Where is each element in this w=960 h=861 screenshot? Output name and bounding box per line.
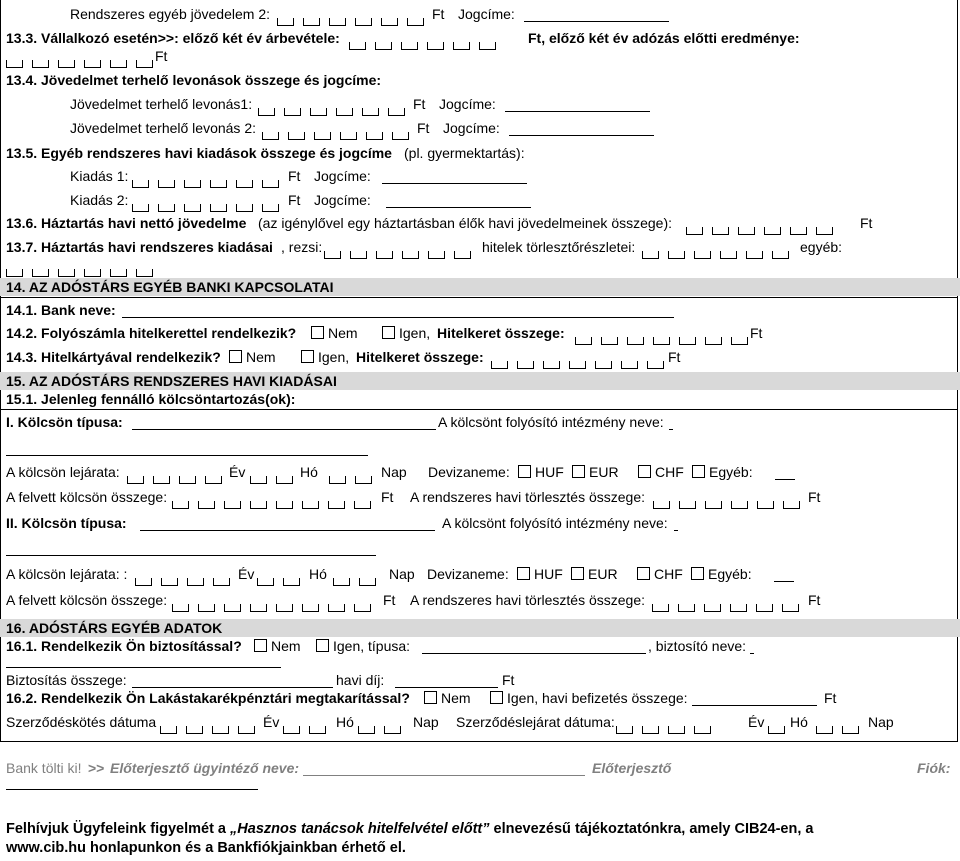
other-expense-boxes[interactable] xyxy=(6,260,162,277)
expiry-day-boxes[interactable] xyxy=(816,717,868,734)
card-limit-boxes[interactable] xyxy=(491,352,673,369)
loan-1-type-field[interactable] xyxy=(132,429,436,430)
loan-2-other-currency-field[interactable] xyxy=(774,581,794,582)
monthly-fee-field[interactable] xyxy=(395,687,498,688)
expense-1-jogcime-field[interactable] xyxy=(382,183,527,184)
day-label: Nap xyxy=(868,714,894,730)
monthly-deposit-field[interactable] xyxy=(692,705,817,706)
jogcime-label: Jogcíme: xyxy=(314,192,371,208)
month-label: Hó xyxy=(309,566,327,582)
ft-label: Ft xyxy=(808,489,821,505)
expense-2-jogcime-field[interactable] xyxy=(386,207,531,208)
credit-limit-label: Hitelkeret összege: xyxy=(356,349,484,365)
insurance-amount-label: Biztosítás összege: xyxy=(6,672,127,688)
insurance-amount-field[interactable] xyxy=(132,687,333,688)
institution-label: A kölcsönt folyósító intézmény neve: xyxy=(442,515,668,531)
month-label: Hó xyxy=(336,714,354,730)
officer-name-field[interactable] xyxy=(303,775,585,776)
overdraft-limit-boxes[interactable] xyxy=(575,328,757,345)
loan-installments-boxes[interactable] xyxy=(642,242,798,259)
expense-1-label: Kiadás 1: xyxy=(70,168,129,184)
loan-2-type-label: II. Kölcsön típusa: xyxy=(6,515,127,531)
arrow-glyph: >> xyxy=(88,760,105,776)
loan-2-institution-line[interactable] xyxy=(6,555,376,556)
loan-1-institution-line[interactable] xyxy=(6,455,368,456)
deduction-2-boxes[interactable] xyxy=(262,123,418,140)
loan-amount-label: A felvett kölcsön összege: xyxy=(6,489,168,505)
section-title: 14. AZ ADÓSTÁRS EGYÉB BANKI KAPCSOLATAI xyxy=(6,279,334,295)
loan-2-month-boxes[interactable] xyxy=(257,569,309,586)
contract-day-boxes[interactable] xyxy=(358,717,410,734)
deduction-1-boxes[interactable] xyxy=(258,99,414,116)
officer-name-label: Előterjesztő ügyintéző neve: xyxy=(110,760,300,776)
no-label: Nem xyxy=(271,638,301,654)
loan-1-eur-checkbox[interactable] xyxy=(572,465,585,478)
day-label: Nap xyxy=(413,714,439,730)
month-label: Hó xyxy=(300,464,318,480)
loan-installments-label: hitelek törlesztőrészletei: xyxy=(482,239,636,255)
institution-label: A kölcsönt folyósító intézmény neve: xyxy=(438,414,664,430)
divider xyxy=(0,297,957,298)
savings-no-checkbox[interactable] xyxy=(424,691,437,704)
expenses-label: Egyéb rendszeres havi kiadások összege és jogcíme xyxy=(41,145,392,161)
other-income-2-amount-boxes[interactable] xyxy=(277,9,433,26)
ft-label: Ft xyxy=(750,325,763,341)
bank-name-field[interactable] xyxy=(122,317,674,318)
expense-1-boxes[interactable] xyxy=(132,171,288,188)
current-loans-label: 15.1. Jelenleg fennálló kölcsöntartozás(ok): xyxy=(6,391,296,407)
loan-amount-label: A felvett kölcsön összege: xyxy=(6,592,168,608)
submitter-line[interactable] xyxy=(6,789,258,790)
day-label: Nap xyxy=(389,566,415,582)
maturity-label: A kölcsön lejárata: xyxy=(6,464,120,480)
ft-label: Ft xyxy=(860,215,873,231)
section-number: 13.4. xyxy=(6,72,38,88)
expense-2-boxes[interactable] xyxy=(132,195,288,212)
other-income-2-jogcime-field[interactable] xyxy=(524,21,669,22)
jogcime-label: Jogcíme: xyxy=(443,120,500,136)
expense-2-label: Kiadás 2: xyxy=(70,192,129,208)
loan-1-day-boxes[interactable] xyxy=(329,467,381,484)
insurance-question: 16.1. Rendelkezik Ön biztosítással? xyxy=(6,638,242,654)
savings-question: 16.2. Rendelkezik Ön Lakástakarékpénztári megtakarítással? xyxy=(6,690,410,706)
yes-label: Igen, xyxy=(399,325,431,341)
profit-boxes[interactable] xyxy=(6,51,162,68)
contract-year-boxes[interactable] xyxy=(160,717,264,734)
deductions-label: Jövedelmet terhelő levonások összege és jogcíme: xyxy=(41,72,382,88)
revenue-boxes[interactable] xyxy=(349,33,505,50)
section-number: 13.5. xyxy=(6,145,38,161)
ft-label: Ft xyxy=(668,349,681,365)
notice-text: elnevezésű tájékoztatónkra, amely CIB24-en, a xyxy=(493,821,814,837)
loan-1-chf-checkbox[interactable] xyxy=(638,465,651,478)
household-income-boxes[interactable] xyxy=(686,218,842,235)
savings-yes-checkbox[interactable] xyxy=(490,691,503,704)
currency-label: Devizaneme: xyxy=(428,464,510,480)
loan-2-chf-checkbox[interactable] xyxy=(637,567,650,580)
credit-limit-label: Hitelkeret összege: xyxy=(437,325,565,341)
ft-label: Ft xyxy=(155,48,168,64)
other-currency-label: Egyéb: xyxy=(708,566,752,582)
jogcime-label: Jogcíme: xyxy=(458,6,515,22)
loan-1-other-currency-field[interactable] xyxy=(775,479,795,480)
ft-label: Ft xyxy=(288,192,301,208)
insurer-name-label: , biztosító neve: xyxy=(648,638,747,654)
loan-2-type-field[interactable] xyxy=(140,530,435,531)
section-title: 15. AZ ADÓSTÁRS RENDSZERES HAVI KIADÁSAI xyxy=(6,373,337,389)
loan-2-institution-field[interactable] xyxy=(674,530,678,531)
credit-card-no-checkbox[interactable] xyxy=(229,350,242,363)
divider xyxy=(0,409,957,410)
deduction-1-label: Jövedelmet terhelő levonás1: xyxy=(70,96,253,112)
ft-label: Ft xyxy=(381,489,394,505)
insurer-name-field[interactable] xyxy=(750,653,754,654)
insurance-type-label: Igen, típusa: xyxy=(333,638,411,654)
contract-expiry-label: Szerződéslejárat dátuma: xyxy=(456,714,615,730)
ft-label: Ft xyxy=(288,168,301,184)
section-number: 13.6. xyxy=(6,215,38,231)
credit-card-question: 14.3. Hitelkártyával rendelkezik? xyxy=(6,349,221,365)
other-currency-label: Egyéb: xyxy=(709,464,753,480)
ft-label: Ft xyxy=(413,96,426,112)
jogcime-label: Jogcíme: xyxy=(439,96,496,112)
notice-text: Felhívjuk Ügyfeleink figyelmét a xyxy=(6,821,226,837)
chf-label: CHF xyxy=(654,566,683,582)
year-label: Év xyxy=(229,464,246,480)
monthly-fee-label: havi díj: xyxy=(336,672,385,688)
loan-2-eur-checkbox[interactable] xyxy=(571,567,584,580)
loan-1-installment-boxes[interactable] xyxy=(653,492,809,509)
loan-1-type-label: I. Kölcsön típusa: xyxy=(6,414,123,430)
credit-card-yes-checkbox[interactable] xyxy=(301,350,314,363)
yes-label: Igen, xyxy=(318,349,350,365)
overdraft-question: 14.2. Folyószámla hitelkerettel rendelkezik? xyxy=(6,325,297,341)
profit-label: Ft, előző két év adózás előtti eredménye: xyxy=(528,30,800,46)
eur-label: EUR xyxy=(589,464,619,480)
loan-2-other-currency-checkbox[interactable] xyxy=(691,567,704,580)
loan-1-year-boxes[interactable] xyxy=(127,467,231,484)
submitter-label: Előterjesztő xyxy=(592,760,672,776)
loan-1-institution-field[interactable] xyxy=(669,429,673,430)
jogcime-label: Jogcíme: xyxy=(314,168,371,184)
installment-label: A rendszeres havi törlesztés összege: xyxy=(410,592,646,608)
deduction-2-label: Jövedelmet terhelő levonás 2: xyxy=(70,120,256,136)
month-label: Hó xyxy=(790,714,808,730)
notice-brochure-title: „Hasznos tanácsok hitelfelvétel előtt” xyxy=(230,821,490,837)
ft-label: Ft xyxy=(808,592,821,608)
ft-label: Ft xyxy=(432,6,445,22)
loan-1-other-currency-checkbox[interactable] xyxy=(692,465,705,478)
loan-1-amount-boxes[interactable] xyxy=(172,492,380,509)
bank-fills-note: Bank tölti ki! xyxy=(6,760,82,776)
ft-label: Ft xyxy=(383,592,396,608)
ft-label: Ft xyxy=(417,120,430,136)
chf-label: CHF xyxy=(655,464,684,480)
day-label: Nap xyxy=(381,464,407,480)
insurer-name-line[interactable] xyxy=(6,667,281,668)
huf-label: HUF xyxy=(534,566,563,582)
contract-month-boxes[interactable] xyxy=(283,717,335,734)
no-label: Nem xyxy=(246,349,276,365)
year-label: Év xyxy=(748,714,765,730)
expenses-note: (pl. gyermektartás): xyxy=(404,145,525,161)
revenue-label: Vállalkozó esetén>>: előző két év árbevétele: xyxy=(41,30,340,46)
loan-2-year-boxes[interactable] xyxy=(135,569,239,586)
other-label: egyéb: xyxy=(800,239,843,255)
eur-label: EUR xyxy=(588,566,618,582)
ft-label: Ft xyxy=(502,672,515,688)
loan-1-huf-checkbox[interactable] xyxy=(518,465,531,478)
loan-1-month-boxes[interactable] xyxy=(250,467,302,484)
deduction-1-jogcime-field[interactable] xyxy=(505,111,650,112)
no-label: Nem xyxy=(328,325,358,341)
huf-label: HUF xyxy=(535,464,564,480)
deduction-2-jogcime-field[interactable] xyxy=(509,135,654,136)
notice-website: www.cib.hu honlapunkon és a Bankfiókjainkban érhető el. xyxy=(6,840,406,856)
section-title: 16. ADÓSTÁRS EGYÉB ADATOK xyxy=(6,620,223,636)
monthly-deposit-label: Igen, havi befizetés összege: xyxy=(507,690,688,706)
overdraft-yes-checkbox[interactable] xyxy=(382,326,395,339)
household-expenses-label: Háztartás havi rendszeres kiadásai xyxy=(41,239,273,255)
ft-label: Ft xyxy=(824,690,837,706)
rezsi-boxes[interactable] xyxy=(324,242,480,259)
loan-2-installment-boxes[interactable] xyxy=(652,595,808,612)
other-income-2-label: Rendszeres egyéb jövedelem 2: xyxy=(70,6,271,22)
currency-label: Devizaneme: xyxy=(427,566,509,582)
expiry-year-boxes[interactable] xyxy=(616,717,720,734)
installment-label: A rendszeres havi törlesztés összege: xyxy=(410,489,646,505)
household-income-note: (az igénylővel egy háztartásban élők havi jövedelmeinek összege): xyxy=(258,215,673,231)
household-income-label: Háztartás havi nettó jövedelme xyxy=(41,215,247,231)
overdraft-no-checkbox[interactable] xyxy=(311,326,324,339)
year-label: Év xyxy=(238,566,255,582)
bank-name-label: 14.1. Bank neve: xyxy=(6,302,116,318)
no-label: Nem xyxy=(441,690,471,706)
insurance-type-field[interactable] xyxy=(422,653,646,654)
section-number: 13.3. xyxy=(6,30,38,46)
insurance-yes-checkbox[interactable] xyxy=(316,639,329,652)
rezsi-label: , rezsi: xyxy=(281,239,323,255)
loan-2-huf-checkbox[interactable] xyxy=(517,567,530,580)
contract-date-label: Szerződéskötés dátuma xyxy=(6,714,157,730)
section-number: 13.7. xyxy=(6,239,38,255)
loan-2-day-boxes[interactable] xyxy=(333,569,385,586)
maturity-label: A kölcsön lejárata: : xyxy=(6,566,128,582)
insurance-no-checkbox[interactable] xyxy=(254,639,267,652)
year-label: Év xyxy=(263,714,280,730)
loan-2-amount-boxes[interactable] xyxy=(172,595,380,612)
branch-label: Fiók: xyxy=(917,760,951,776)
